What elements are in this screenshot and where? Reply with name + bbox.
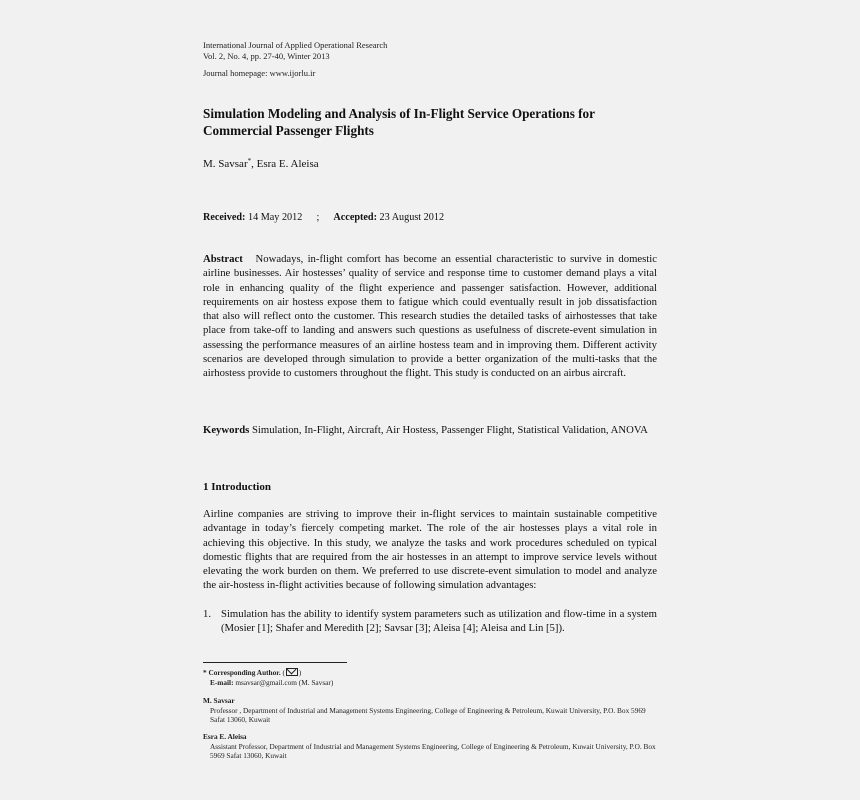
keywords: [203, 423, 657, 437]
corresponding-mark: *: [247, 157, 252, 165]
keywords-label: Keywords: [203, 424, 250, 436]
journal-header: [203, 40, 657, 62]
author-2-affiliation: Assistant Professor, Department of Industrial and Management Systems Engineering, College of Engineering & Petroleum, Kuwait University, P.O. Box 5969 Safat 13060, Kuwait: [210, 741, 656, 761]
email-label: E-mail:: [210, 677, 234, 687]
list-item: [203, 607, 657, 636]
author-list: [203, 154, 657, 171]
corresponding-label: * Corresponding Author.: [203, 668, 281, 677]
journal-name: International Journal of Applied Operational Research: [203, 40, 388, 50]
footnote-author-2: [203, 732, 657, 761]
abstract-label: Abstract: [203, 253, 243, 265]
date-separator: ;: [316, 212, 320, 223]
author-1-affiliation: Professor , Department of Industrial and Management Systems Engineering, College of Engineering & Petroleum, Kuwait University, P.O. Box 5969 Safat 13060, Kuwait: [210, 705, 646, 725]
journal-homepage: Journal homepage: www.ijorlu.ir: [203, 68, 316, 78]
abstract-text: Nowadays, in-flight comfort has become an essential characteristic to survive in domestic airline businesses. Air hostesses’ quality of service and response time to customer demand plays a vital role in enhancing quality of the flight experience and passenger satisfaction. However, additional requirements on air hostess expose them to fatigue which could eventually result in job dissatisfaction that also will reflect onto the customer. This research studies the detailed tasks of airhostesses that take place from take-off to landing and answers such questions as usefulness of discrete-event simulation in assessing the performance measures of an airline hostess team and in improving them. Different activity scenarios are developed through simulation to provide a better organization of the multi-tasks that the airhostess provide to customers throughout the flight. This study is conducted on an airbus aircraft.: [203, 253, 657, 380]
submission-dates: [203, 211, 657, 224]
author-separator: ,: [251, 158, 257, 170]
list-item-number: 1.: [203, 608, 212, 620]
journal-volume: Vol. 2, No. 4, pp. 27-40, Winter 2013: [203, 51, 330, 61]
accepted-label: Accepted:: [333, 212, 377, 223]
author-1-name: M. Savsar: [203, 696, 235, 705]
keywords-text: Simulation, In-Flight, Aircraft, Air Hostess, Passenger Flight, Statistical Validation, ANOVA: [251, 424, 648, 436]
list-item-text: Simulation has the ability to identify system parameters such as utilization and flow-time in a system (Mosier [1]; Shafer and Meredith [2]; Savsar [3]; Aleisa [4]; Aleisa and Lin [5]).: [221, 608, 657, 635]
section-heading-introduction: 1 Introduction: [203, 481, 271, 493]
received-label: Received:: [203, 212, 246, 223]
footnote-divider: [203, 662, 347, 663]
author-1: M. Savsar: [203, 158, 248, 170]
envelope-icon: [286, 668, 298, 676]
author-2: Esra E. Aleisa: [256, 158, 319, 170]
introduction-paragraph: Airline companies are striving to improve their in-flight services to maintain sustainable competitive advantage in today’s fiercely competing market. The role of the air hostesses plays a vital role in achieving this objective. In this study, we analyze the tasks and work procedures scheduled on typical domestic flights that are required from the air hostesses in an attempt to improve service levels without elevating the work burden on them. We preferred to use discrete-event simulation to model and analyze the air-hostess in-flight activities because of following simulation advantages:: [203, 508, 657, 592]
footnote-corresponding: * Corresponding Author. ( ) E-mail: msavsar@gmail.com (M. Savsar): [203, 668, 334, 687]
author-2-name: Esra E. Aleisa: [203, 732, 247, 741]
email-value: msavsar@gmail.com (M. Savsar): [235, 677, 334, 687]
accepted-date: 23 August 2012: [379, 212, 445, 223]
abstract: [203, 252, 657, 381]
paper-title: Simulation Modeling and Analysis of In-Flight Service Operations for Commercial Passenger Flights: [203, 106, 595, 138]
received-date: 14 May 2012: [247, 212, 303, 223]
footnote-author-1: [203, 696, 657, 725]
